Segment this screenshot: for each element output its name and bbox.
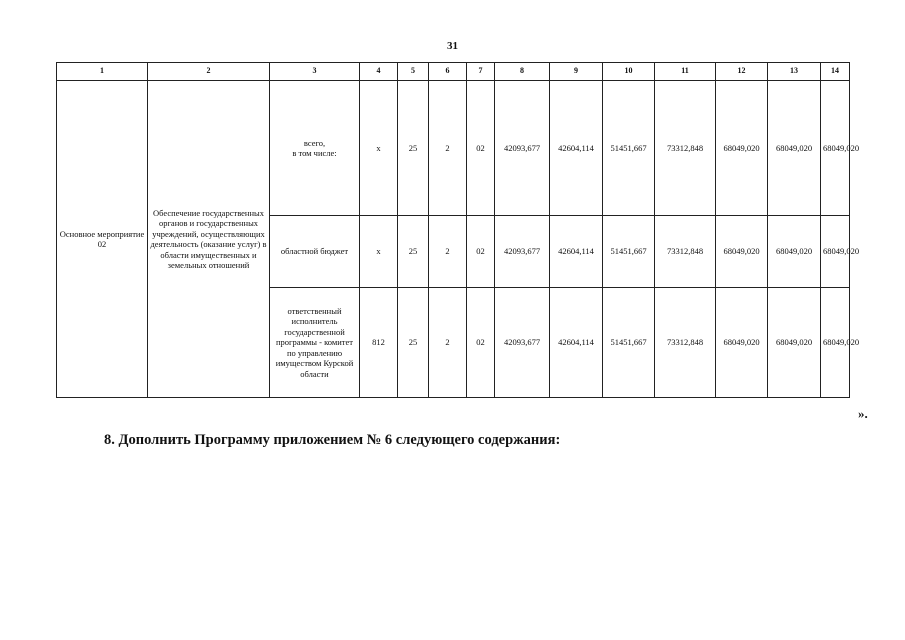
rz-cell: 25 xyxy=(398,288,429,398)
value-cell: 73312,848 xyxy=(655,216,716,288)
value-cell: 68049,020 xyxy=(821,81,850,216)
table-row xyxy=(57,81,850,216)
pr-cell: 2 xyxy=(429,81,467,216)
column-header: 10 xyxy=(603,63,655,81)
csr-cell: 02 xyxy=(467,81,495,216)
column-header: 7 xyxy=(467,63,495,81)
value-cell: 51451,667 xyxy=(603,216,655,288)
grbs-cell: 812 xyxy=(360,288,398,398)
value-cell: 42093,677 xyxy=(495,288,550,398)
grbs-cell: x xyxy=(360,81,398,216)
pr-cell: 2 xyxy=(429,288,467,398)
value-cell: 51451,667 xyxy=(603,81,655,216)
page-number: 31 xyxy=(447,40,458,52)
pr-cell: 2 xyxy=(429,216,467,288)
value-cell: 68049,020 xyxy=(768,288,821,398)
column-header: 2 xyxy=(148,63,270,81)
value-cell: 68049,020 xyxy=(821,216,850,288)
csr-cell: 02 xyxy=(467,216,495,288)
column-header: 4 xyxy=(360,63,398,81)
value-cell: 73312,848 xyxy=(655,288,716,398)
value-cell: 68049,020 xyxy=(716,216,768,288)
value-cell: 68049,020 xyxy=(716,81,768,216)
value-cell: 68049,020 xyxy=(768,216,821,288)
value-cell: 42604,114 xyxy=(550,288,603,398)
closing-quote-mark: ». xyxy=(858,406,868,421)
column-header: 12 xyxy=(716,63,768,81)
activity-name: Основное мероприятие 02 xyxy=(57,81,148,398)
table-header-row xyxy=(57,63,850,81)
grbs-cell: x xyxy=(360,216,398,288)
column-header: 6 xyxy=(429,63,467,81)
column-header: 8 xyxy=(495,63,550,81)
column-header: 14 xyxy=(821,63,850,81)
column-header: 11 xyxy=(655,63,716,81)
value-cell: 42604,114 xyxy=(550,216,603,288)
funding-source: ответственный исполнитель государственной программы - комитет по управлению имуществом Курской области xyxy=(270,288,360,398)
value-cell: 68049,020 xyxy=(716,288,768,398)
funding-source: областной бюджет xyxy=(270,216,360,288)
column-header: 5 xyxy=(398,63,429,81)
program-funding-table xyxy=(56,62,860,398)
activity-description: Обеспечение государственных органов и государственных учреждений, осуществляющих деятельность (оказание услуг) в области имущественных и земельных отношений xyxy=(148,81,270,398)
funding-source: всего, в том числе: xyxy=(270,81,360,216)
value-cell: 42093,677 xyxy=(495,216,550,288)
value-cell: 73312,848 xyxy=(655,81,716,216)
value-cell: 68049,020 xyxy=(821,288,850,398)
value-cell: 51451,667 xyxy=(603,288,655,398)
value-cell: 68049,020 xyxy=(768,81,821,216)
column-header: 13 xyxy=(768,63,821,81)
value-cell: 42093,677 xyxy=(495,81,550,216)
csr-cell: 02 xyxy=(467,288,495,398)
column-header: 1 xyxy=(57,63,148,81)
column-header: 9 xyxy=(550,63,603,81)
value-cell: 42604,114 xyxy=(550,81,603,216)
rz-cell: 25 xyxy=(398,216,429,288)
rz-cell: 25 xyxy=(398,81,429,216)
column-header: 3 xyxy=(270,63,360,81)
amendment-instruction: 8. Дополнить Программу приложением № 6 следующего содержания: xyxy=(104,432,561,448)
